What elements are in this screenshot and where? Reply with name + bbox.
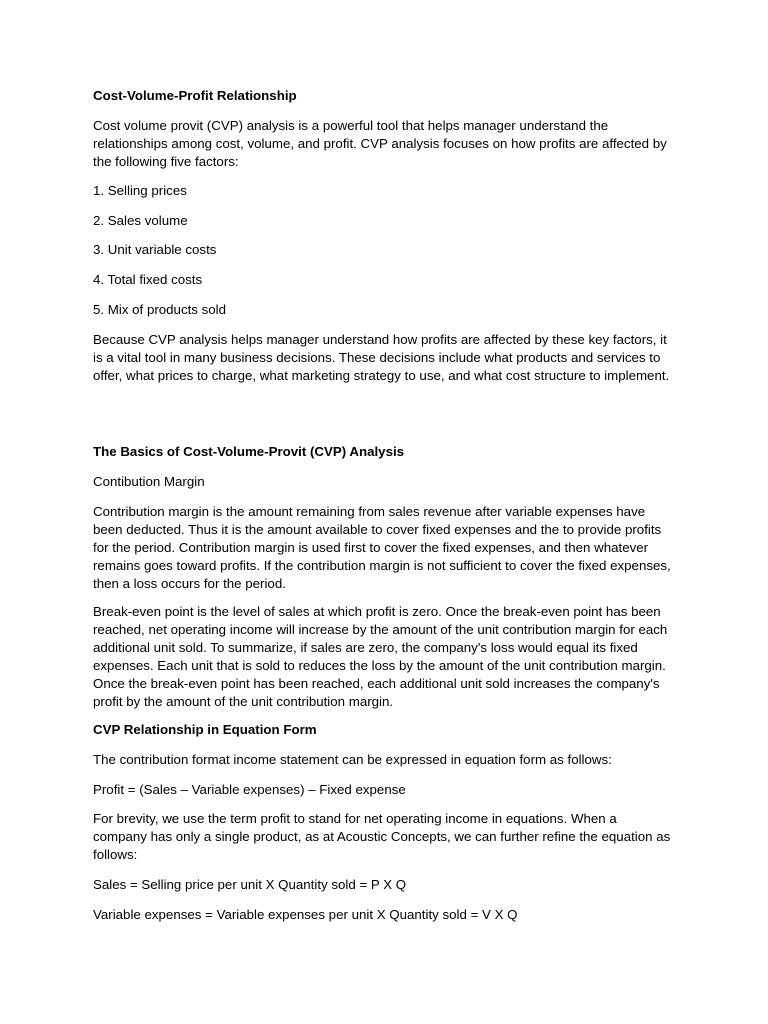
break-even-paragraph: Break-even point is the level of sales at which profit is zero. Once the break-even point has been reached, net operating income will increase by the amount of the unit contribution margin for each additional unit sold. To summarize, if sales are zero, the company's loss would equal its fixed expenses. Each unit that is sold to reduces the loss by the amount of the unit contribution margin. Once the break-even point has been reached, each additional unit sold increases the company's profit by the amount of the unit contribution margin. bbox=[93, 604, 668, 709]
conclusion-paragraph: Because CVP analysis helps manager understand how profits are affected by these key factors, it is a vital tool in many business decisions. These decisions include what products and services to offer, what prices to charge, what marketing strategy to use, and what cost structure to implement. bbox=[93, 332, 670, 383]
factor-item-1: 1. Selling prices bbox=[93, 183, 187, 198]
factor-item-2: 2. Sales volume bbox=[93, 213, 188, 228]
variable-expenses-equation: Variable expenses = Variable expenses per unit X Quantity sold = V X Q bbox=[93, 907, 518, 922]
heading-cvp-relationship: Cost-Volume-Profit Relationship bbox=[93, 88, 297, 103]
equation-intro-paragraph: The contribution format income statement can be expressed in equation form as follows: bbox=[93, 752, 612, 767]
sales-equation: Sales = Selling price per unit X Quantity sold = P X Q bbox=[93, 877, 407, 892]
heading-cvp-equation-form: CVP Relationship in Equation Form bbox=[93, 722, 317, 737]
factor-item-5: 5. Mix of products sold bbox=[93, 302, 227, 317]
contribution-margin-paragraph: Contribution margin is the amount remaining from sales revenue after variable expenses have been deducted. Thus it is the amount available to cover fixed expenses and the to provide profits for the period. Contribution margin is used first to cover the fixed expenses, and then whatever remains goes toward profits. If the contribution margin is not sufficient to cover the fixed expenses, then a loss occurs for the period. bbox=[93, 504, 671, 591]
intro-paragraph: Cost volume provit (CVP) analysis is a powerful tool that helps manager understand the relationships among cost, volume, and profit. CVP analysis focuses on how profits are affected by the following five factors: bbox=[93, 118, 667, 169]
subheading-contribution-margin: Contibution Margin bbox=[93, 474, 205, 489]
heading-cvp-basics: The Basics of Cost-Volume-Provit (CVP) Analysis bbox=[93, 444, 405, 459]
profit-equation: Profit = (Sales – Variable expenses) – Fixed expense bbox=[93, 782, 406, 797]
factor-item-3: 3. Unit variable costs bbox=[93, 242, 217, 257]
brevity-paragraph: For brevity, we use the term profit to stand for net operating income in equations. When a company has only a single product, as at Acoustic Concepts, we can further refine the equation as follows: bbox=[93, 811, 671, 862]
factor-item-4: 4. Total fixed costs bbox=[93, 272, 203, 287]
